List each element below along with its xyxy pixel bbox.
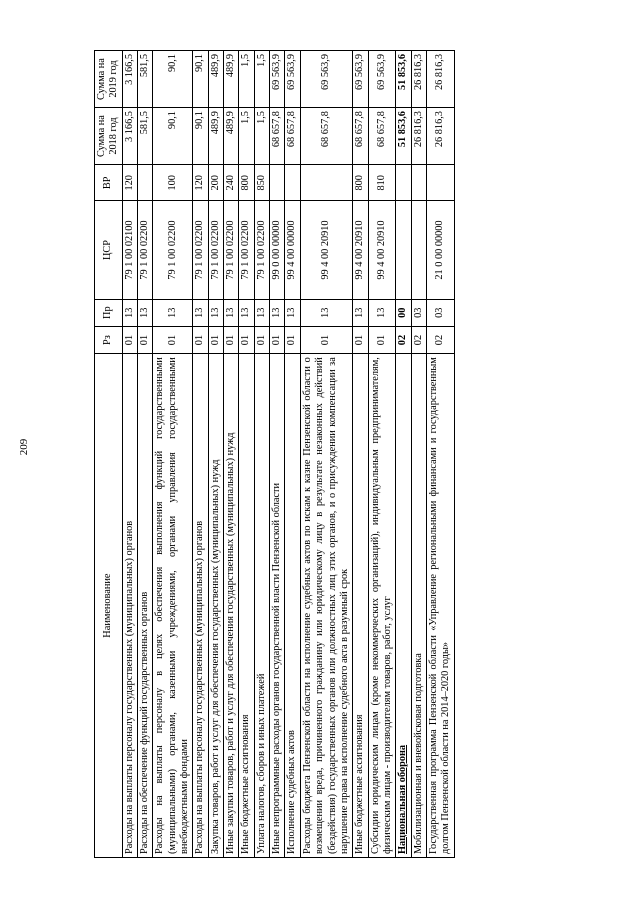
cell-vr bbox=[285, 165, 300, 201]
table-row bbox=[254, 51, 269, 858]
cell-pr: 13 bbox=[122, 299, 137, 326]
cell-csr: 79 1 00 02200 bbox=[239, 201, 254, 299]
cell-csr: 79 1 00 02200 bbox=[153, 201, 193, 299]
cell-vr: 120 bbox=[122, 165, 137, 201]
cell-pr: 13 bbox=[285, 299, 300, 326]
cell-name: Расходы на выплаты персоналу в целях обеспечения выполнения функций государственными (муниципальными) органами, казенными учреждениями, органами управления государственными внебюджетными фондами bbox=[153, 354, 193, 858]
cell-vr: 120 bbox=[193, 165, 208, 201]
header-vr: ВР bbox=[95, 165, 123, 201]
cell-sum-2019: 581,5 bbox=[138, 51, 153, 108]
cell-sum-2019: 69 563,9 bbox=[285, 51, 300, 108]
table-row bbox=[153, 51, 193, 858]
cell-sum-2019: 90,1 bbox=[153, 51, 193, 108]
cell-pr: 13 bbox=[138, 299, 153, 326]
cell-rz: 01 bbox=[122, 326, 137, 353]
cell-pr: 13 bbox=[224, 299, 239, 326]
cell-rz: 02 bbox=[396, 326, 411, 353]
cell-vr: 850 bbox=[254, 165, 269, 201]
cell-csr: 99 4 00 00000 bbox=[285, 201, 300, 299]
cell-vr bbox=[396, 165, 411, 201]
cell-sum-2019: 69 563,9 bbox=[368, 51, 396, 108]
cell-sum-2018: 489,9 bbox=[224, 108, 239, 165]
cell-rz: 02 bbox=[426, 326, 454, 353]
cell-name: Иные непрограммные расходы органов государственной власти Пензенской области bbox=[270, 354, 285, 858]
table-row bbox=[353, 51, 368, 858]
table-row bbox=[138, 51, 153, 858]
cell-name: Уплата налогов, сборов и иных платежей bbox=[254, 354, 269, 858]
cell-pr: 13 bbox=[208, 299, 223, 326]
cell-name: Исполнение судебных актов bbox=[285, 354, 300, 858]
cell-rz: 02 bbox=[411, 326, 426, 353]
cell-rz: 01 bbox=[224, 326, 239, 353]
cell-sum-2018: 489,9 bbox=[208, 108, 223, 165]
table-row bbox=[368, 51, 396, 858]
header-csr: ЦСР bbox=[95, 201, 123, 299]
table-row bbox=[208, 51, 223, 858]
cell-sum-2018: 51 853,6 bbox=[396, 108, 411, 165]
budget-table-container bbox=[94, 50, 602, 858]
cell-name: Субсидии юридическим лицам (кроме некоммерческих организаций), индивидуальным предпринимателям, физическим лицам - производителям товаров, работ, услуг bbox=[368, 354, 396, 858]
table-row bbox=[239, 51, 254, 858]
cell-vr bbox=[138, 165, 153, 201]
cell-pr: 13 bbox=[254, 299, 269, 326]
cell-vr: 800 bbox=[239, 165, 254, 201]
cell-sum-2019: 51 853,6 bbox=[396, 51, 411, 108]
cell-vr bbox=[426, 165, 454, 201]
cell-sum-2018: 68 657,8 bbox=[285, 108, 300, 165]
cell-sum-2019: 26 816,3 bbox=[411, 51, 426, 108]
cell-sum-2019: 489,9 bbox=[224, 51, 239, 108]
budget-table bbox=[94, 50, 455, 858]
cell-rz: 01 bbox=[353, 326, 368, 353]
cell-sum-2018: 1,5 bbox=[254, 108, 269, 165]
cell-vr: 240 bbox=[224, 165, 239, 201]
cell-pr: 03 bbox=[411, 299, 426, 326]
cell-sum-2018: 26 816,3 bbox=[411, 108, 426, 165]
header-sum-2019: Сумма на 2019 год bbox=[95, 51, 123, 108]
cell-name: Национальная оборона bbox=[396, 354, 411, 858]
cell-name: Расходы бюджета Пензенской области на исполнение судебных актов по искам к казне Пензенской области о возмещении вреда, причиненного гражданину или юридическому лицу в результате незаконных действий (бездействия) государственных органов или должностных лиц этих органов, и о присуждении компенсации за нарушение права на исполнение судебного акта в разумный срок bbox=[300, 354, 352, 858]
cell-csr bbox=[411, 201, 426, 299]
cell-pr: 13 bbox=[353, 299, 368, 326]
cell-csr: 99 4 00 20910 bbox=[368, 201, 396, 299]
cell-vr: 200 bbox=[208, 165, 223, 201]
cell-rz: 01 bbox=[239, 326, 254, 353]
cell-pr: 13 bbox=[270, 299, 285, 326]
cell-pr: 13 bbox=[193, 299, 208, 326]
table-row bbox=[270, 51, 285, 858]
cell-csr: 79 1 00 02200 bbox=[208, 201, 223, 299]
cell-name: Иные закупки товаров, работ и услуг для обеспечения государственных (муниципальных) нужд bbox=[224, 354, 239, 858]
cell-name: Закупка товаров, работ и услуг для обеспечения государственных (муниципальных) нужд bbox=[208, 354, 223, 858]
cell-sum-2019: 69 563,9 bbox=[300, 51, 352, 108]
cell-sum-2019: 3 166,5 bbox=[122, 51, 137, 108]
cell-sum-2018: 68 657,8 bbox=[300, 108, 352, 165]
header-sum-2018: Сумма на 2018 год bbox=[95, 108, 123, 165]
cell-csr: 99 0 00 00000 bbox=[270, 201, 285, 299]
cell-csr: 79 1 00 02100 bbox=[122, 201, 137, 299]
cell-sum-2019: 90,1 bbox=[193, 51, 208, 108]
cell-sum-2018: 26 816,3 bbox=[426, 108, 454, 165]
cell-name: Иные бюджетные ассигнования bbox=[239, 354, 254, 858]
cell-pr: 00 bbox=[396, 299, 411, 326]
cell-pr: 13 bbox=[368, 299, 396, 326]
table-row bbox=[224, 51, 239, 858]
table-row bbox=[122, 51, 137, 858]
cell-sum-2018: 1,5 bbox=[239, 108, 254, 165]
cell-rz: 01 bbox=[270, 326, 285, 353]
table-row bbox=[193, 51, 208, 858]
cell-csr: 79 1 00 02200 bbox=[193, 201, 208, 299]
cell-sum-2019: 489,9 bbox=[208, 51, 223, 108]
cell-sum-2018: 3 166,5 bbox=[122, 108, 137, 165]
cell-sum-2019: 69 563,9 bbox=[353, 51, 368, 108]
cell-rz: 01 bbox=[153, 326, 193, 353]
cell-vr bbox=[411, 165, 426, 201]
table-header-row bbox=[95, 51, 123, 858]
cell-rz: 01 bbox=[208, 326, 223, 353]
cell-vr: 800 bbox=[353, 165, 368, 201]
cell-csr: 79 1 00 02200 bbox=[254, 201, 269, 299]
cell-rz: 01 bbox=[285, 326, 300, 353]
cell-name: Расходы на выплаты персоналу государственных (муниципальных) органов bbox=[193, 354, 208, 858]
cell-sum-2019: 69 563,9 bbox=[270, 51, 285, 108]
cell-csr bbox=[396, 201, 411, 299]
cell-rz: 01 bbox=[300, 326, 352, 353]
cell-sum-2018: 68 657,8 bbox=[270, 108, 285, 165]
cell-csr: 99 4 00 20910 bbox=[353, 201, 368, 299]
cell-csr: 79 1 00 02200 bbox=[138, 201, 153, 299]
cell-vr: 100 bbox=[153, 165, 193, 201]
cell-sum-2019: 1,5 bbox=[254, 51, 269, 108]
cell-sum-2018: 90,1 bbox=[153, 108, 193, 165]
cell-sum-2018: 90,1 bbox=[193, 108, 208, 165]
table-row bbox=[411, 51, 426, 858]
table-row bbox=[396, 51, 411, 858]
cell-rz: 01 bbox=[368, 326, 396, 353]
cell-csr: 99 4 00 20910 bbox=[300, 201, 352, 299]
cell-vr bbox=[300, 165, 352, 201]
table-row bbox=[285, 51, 300, 858]
cell-name: Государственная программа Пензенской области «Управление региональными финансами и государственным долгом Пензенской области на 2014–2020 годы» bbox=[426, 354, 454, 858]
cell-rz: 01 bbox=[193, 326, 208, 353]
table-row bbox=[426, 51, 454, 858]
cell-name: Расходы на обеспечение функций государственных органов bbox=[138, 354, 153, 858]
cell-rz: 01 bbox=[138, 326, 153, 353]
cell-pr: 03 bbox=[426, 299, 454, 326]
cell-sum-2019: 26 816,3 bbox=[426, 51, 454, 108]
cell-sum-2018: 581,5 bbox=[138, 108, 153, 165]
cell-pr: 13 bbox=[300, 299, 352, 326]
table-row bbox=[300, 51, 352, 858]
cell-sum-2018: 68 657,8 bbox=[353, 108, 368, 165]
cell-csr: 21 0 00 00000 bbox=[426, 201, 454, 299]
cell-vr: 810 bbox=[368, 165, 396, 201]
cell-sum-2018: 68 657,8 bbox=[368, 108, 396, 165]
cell-pr: 13 bbox=[239, 299, 254, 326]
table-body bbox=[122, 51, 454, 858]
cell-sum-2019: 1,5 bbox=[239, 51, 254, 108]
cell-rz: 01 bbox=[254, 326, 269, 353]
header-pr: Пр bbox=[95, 299, 123, 326]
header-name: Наименование bbox=[95, 354, 123, 858]
cell-csr: 79 1 00 02200 bbox=[224, 201, 239, 299]
header-rz: Рз bbox=[95, 326, 123, 353]
cell-pr: 13 bbox=[153, 299, 193, 326]
cell-name: Мобилизационная и вневойсковая подготовка bbox=[411, 354, 426, 858]
cell-name: Расходы на выплаты персоналу государственных (муниципальных) органов bbox=[122, 354, 137, 858]
cell-vr bbox=[270, 165, 285, 201]
cell-name: Иные бюджетные ассигнования bbox=[353, 354, 368, 858]
page-number: 209 bbox=[18, 438, 30, 456]
